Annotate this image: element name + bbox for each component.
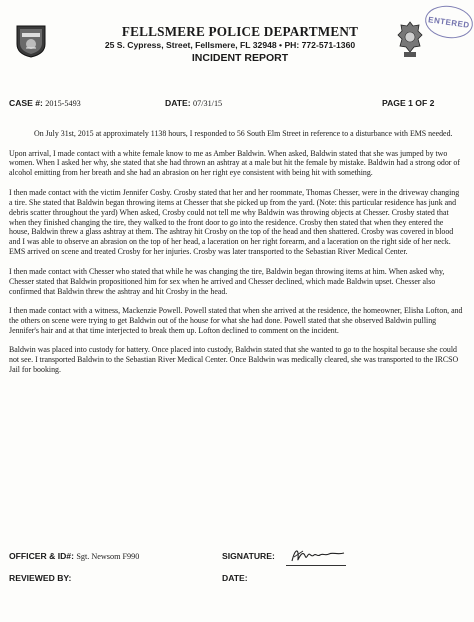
paragraph-3: I then made contact with the victim Jennifer Cosby. Crosby stated that her and her roommate, Thomas Chesser, were in the driveway changing a tire. She stated that Baldwin began throwing items at Chesser that she picked up from the yard. (Note: this particular residence has junk and debris scatter throughout the yard) When asked, Crosby could not tell me why Baldwin was throwing objects at Chesser. Crosby stated that when they finished changing the tire, they walked to the front door to go into the residence. Crosby then stated that when they entered the house, Baldwin threw a glass ashtray at them. The ashtray hit Crosby on the top of the head and then shattered. Crosby was covered in blood and I was able to observe an abrasion on the top of her head, a laceration on her right forearm, and a laceration on the right side of her neck. EMS arrived on scene and treated Crosby for her injuries. Crosby was later transported to the Sebastian River Medical Center. xyxy=(9,187,460,257)
case-value: 2015-5493 xyxy=(45,99,81,108)
entered-stamp: ENTERED xyxy=(423,3,474,41)
paragraph-6: Baldwin was placed into custody for battery. Once placed into custody, Baldwin stated that she wanted to go to the hospital because she could not see. I transported Baldwin to the Sebastian River Medical Center. Once Baldwin was medically cleared, she was transported to the IRCSO Jail for booking. xyxy=(9,345,459,375)
report-date xyxy=(165,98,222,108)
department-address: 25 S. Cypress, Street, Fellsmere, FL 32948 • PH: 772-571-1360 xyxy=(104,40,356,50)
paragraph-5: I then made contact with a witness, Mackenzie Powell. Powell stated that when she arrived at the residence, the homeowner, Elisha Lofton, and the others on scene were trying to get Baldwin out of the house for what she had done. Powell stated that she observed Baldwin pulling Jennifer's hair and at that time interjected to break them up. Lofton declined to comment on the incident. xyxy=(9,306,463,335)
report-title: INCIDENT REPORT xyxy=(191,52,289,64)
police-patch-icon xyxy=(13,22,49,58)
page-value: 1 OF 2 xyxy=(408,98,435,108)
officer-value: Sgt. Newsom F990 xyxy=(76,552,140,561)
officer-label: OFFICER & ID#: xyxy=(9,551,74,561)
report-narrative xyxy=(9,129,463,385)
paragraph-4: I then made contact with Chesser who stated that while he was changing the tire, Baldwin began throwing items at him. When asked why, Chesser stated that Baldwin propositioned him for sex when he arrived and Chesser declined, which made Baldwin upset. Chesser also confirmed that Baldwin threw the ashtray and hit Crosby in the head. xyxy=(9,266,445,296)
date-label: DATE: xyxy=(165,98,191,108)
officer-id xyxy=(9,551,139,561)
paragraph-1: On July 31st, 2015 at approximately 1138 hours, I responded to 56 South Elm Street in reference to a disturbance with EMS needed. xyxy=(34,129,453,138)
department-title: FELLSMERE POLICE DEPARTMENT xyxy=(121,24,359,39)
review-date-label: DATE: xyxy=(222,573,248,583)
date-value: 07/31/15 xyxy=(193,99,223,108)
page-label: PAGE xyxy=(382,98,406,108)
reviewed-by-label: REVIEWED BY: xyxy=(9,573,72,583)
case-label: CASE #: xyxy=(9,98,43,108)
signature-scribble-icon xyxy=(289,545,347,565)
signature-line xyxy=(286,565,346,566)
police-badge-icon xyxy=(397,20,423,60)
page-number xyxy=(382,98,434,108)
case-number xyxy=(9,98,81,108)
paragraph-2: Upon arrival, I made contact with a white female know to me as Amber Baldwin. When asked, Baldwin stated that she was jumped by two women. When I asked her why, she stated that she had thrown an ashtray at a male but hit the female by mistake. Baldwin had a strong odor of alcohol emitting from her breath and she had an abrasion on her right eye consistent with being hit with something. xyxy=(9,148,460,178)
signature-label: SIGNATURE: xyxy=(222,551,275,561)
